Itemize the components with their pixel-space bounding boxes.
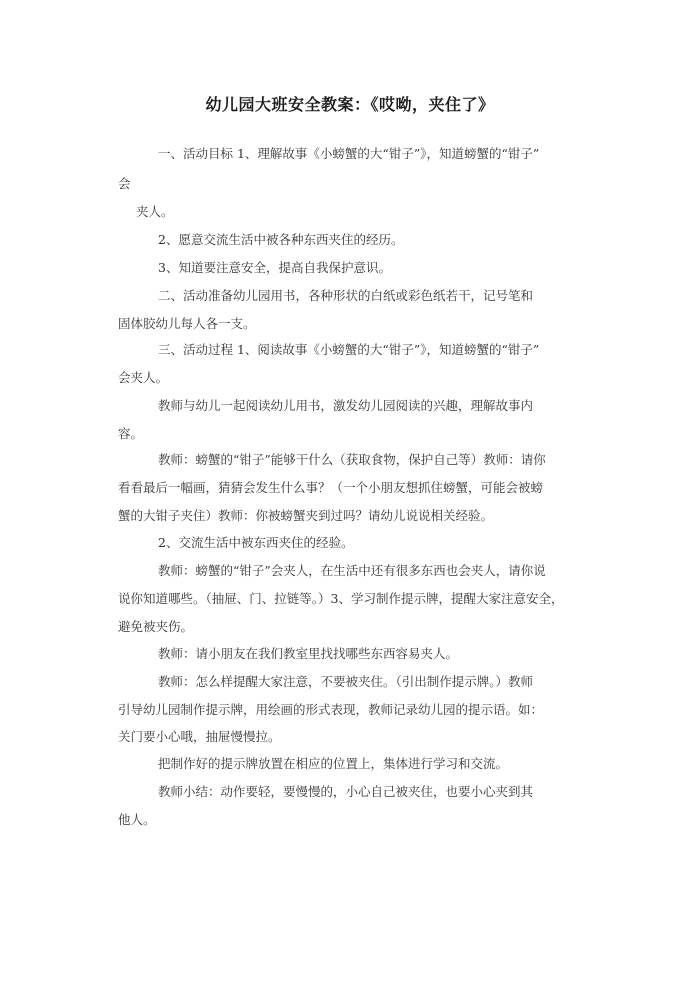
text-line: 避免被夹伤。 (118, 619, 194, 634)
text-line: 3、知道要注意安全，提高自我保护意识。 (158, 260, 391, 275)
text-line: 蟹的大钳子夹住）教师：你被螃蟹夹到过吗？请幼儿说说相关经验。 (118, 508, 494, 523)
document-title: 幼儿园大班安全教案：《哎呦，夹住了》 (205, 95, 495, 114)
text-line: 他人。 (118, 812, 156, 827)
text-line: 引导幼儿园制作提示牌，用绘画的形式表现，教师记录幼儿园的提示语。如： (118, 702, 544, 717)
text-line: 把制作好的提示牌放置在相应的位置上，集体进行学习和交流。 (158, 756, 509, 771)
text-line: 2、交流生活中被东西夹住的经验。 (158, 535, 354, 550)
text-line: 教师：螃蟹的“钳子”能够干什么（获取食物，保护自己等）教师：请你 (158, 452, 546, 467)
text-line: 关门要小心哦，抽屉慢慢拉。 (118, 729, 281, 744)
text-line: 教师小结：动作要轻，要慢慢的，小心自己被夹住，也要小心夹到其 (158, 784, 534, 799)
text-line: 三、活动过程 1、阅读故事《小螃蟹的大“钳子”》，知道螃蟹的“钳子” (158, 342, 540, 357)
text-line: 教师：请小朋友在我们教室里找找哪些东西容易夹人。 (158, 646, 459, 661)
text-line: 二、活动准备幼儿园用书，各种形状的白纸或彩色纸若干，记号笔和 (158, 288, 534, 303)
text-line: 说你知道哪些。（抽屉、门、拉链等。）3、学习制作提示牌，提醒大家注意安全， (118, 591, 564, 606)
text-line: 夹人。 (136, 204, 174, 219)
text-line: 教师：螃蟹的“钳子”会夹人，在生活中还有很多东西也会夹人，请你说 (158, 563, 546, 578)
text-line: 看看最后一幅画，猜猜会发生什么事？（一个小朋友想抓住螃蟹，可能会被螃 (118, 480, 544, 495)
text-line: 教师与幼儿一起阅读幼儿用书，激发幼儿园阅读的兴趣，理解故事内 (158, 398, 534, 413)
text-line: 会 (118, 176, 131, 191)
text-line: 固体胶幼儿每人各一支。 (118, 316, 256, 331)
text-line: 容。 (118, 426, 144, 441)
text-line: 一、活动目标 1、理解故事《小螃蟹的大“钳子”》，知道螃蟹的“钳子” (158, 146, 540, 161)
text-line: 会夹人。 (118, 370, 169, 385)
text-line: 教师：怎么样提醒大家注意，不要被夹住。（引出制作提示牌。）教师 (158, 674, 534, 689)
text-line: 2、愿意交流生活中被各种东西夹住的经历。 (158, 232, 404, 247)
